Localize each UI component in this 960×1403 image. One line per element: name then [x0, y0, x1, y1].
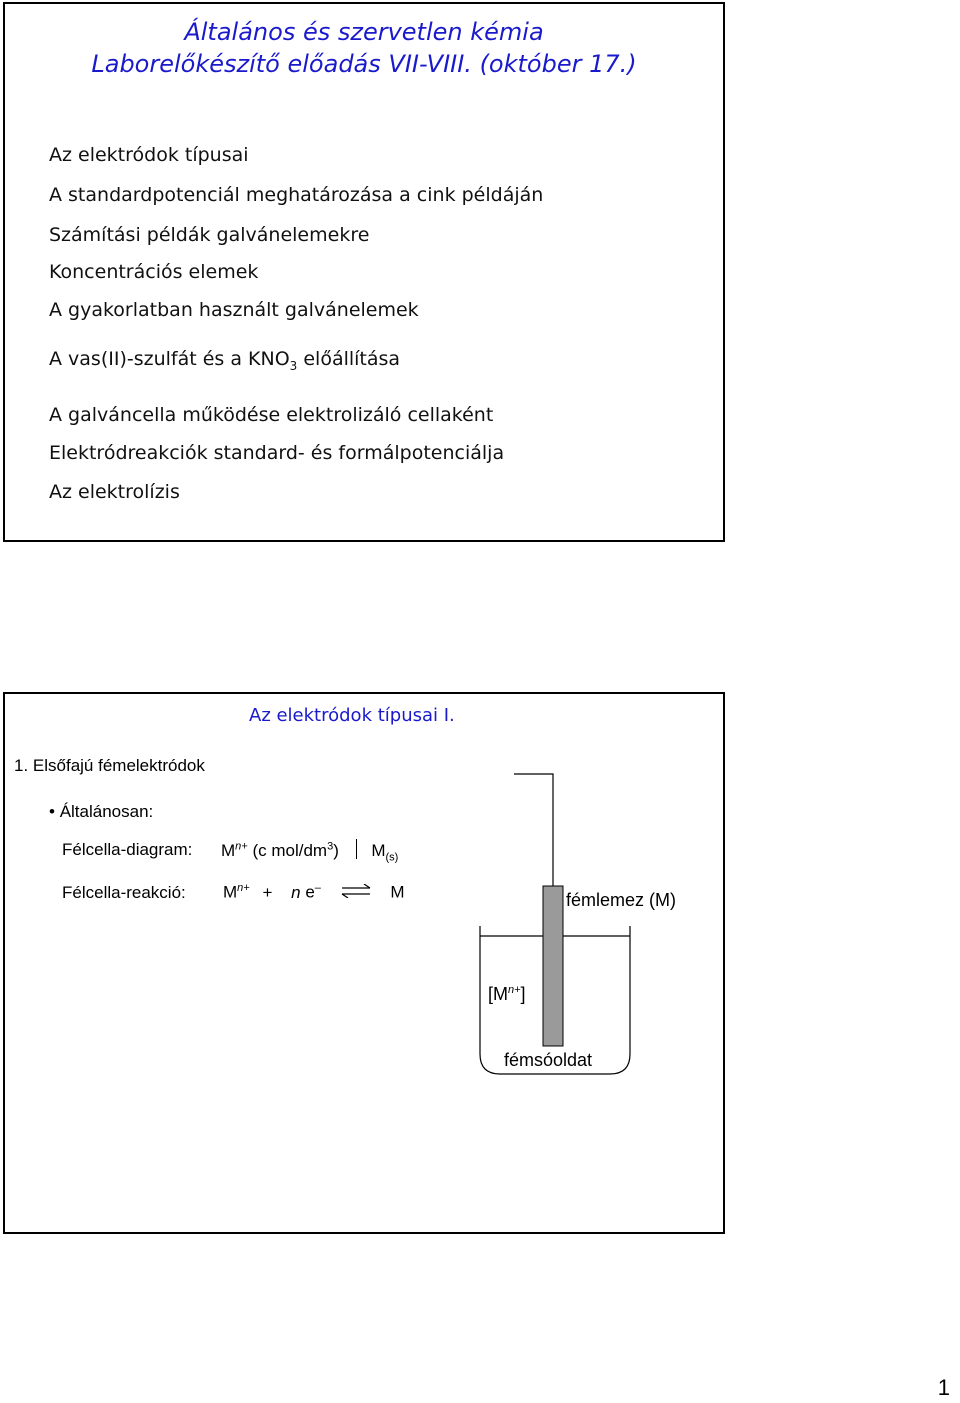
reaction-electron-charge: –	[314, 882, 321, 894]
toc-item-3: Számítási példák galvánelemekre	[49, 224, 370, 246]
ion-label-suffix: ]	[520, 984, 526, 1004]
solution-label: fémsóoldat	[504, 1050, 593, 1070]
section-heading: 1. Elsőfajú fémelektródok	[14, 756, 205, 775]
title-line-2: Laborelőkészítő előadás VII-VIII. (október 17.)	[91, 50, 637, 78]
ion-label-charge: n+	[508, 984, 521, 996]
toc-kno3-suffix: előállítása	[297, 348, 401, 370]
toc-item-8: Az elektrolízis	[49, 481, 180, 503]
half-cell-diagram-label: Félcella-diagram:	[62, 840, 193, 859]
toc-item-7: Elektródreakciók standard- és formálpotenciálja	[49, 442, 505, 464]
reaction-product: M	[390, 882, 405, 902]
reaction-electron: e	[305, 882, 315, 902]
diagram-ion-charge: n+	[235, 840, 248, 853]
electrode-figure	[465, 764, 725, 1084]
diagram-close: )	[333, 841, 339, 860]
slide-2-title: Az elektródok típusai I.	[249, 705, 455, 726]
toc-item-kno3	[49, 348, 400, 373]
equilibrium-arrow-icon	[340, 884, 372, 898]
diagram-metal: M	[371, 841, 386, 860]
toc-kno3-subscript: 3	[289, 358, 298, 373]
toc-item-5: A gyakorlatban használt galvánelemek	[49, 299, 419, 321]
toc-item-4: Koncentrációs elemek	[49, 261, 259, 283]
ion-label-prefix: [M	[488, 984, 508, 1004]
slide-1	[3, 2, 725, 542]
diagram-concentration: (c mol/dm	[252, 841, 328, 860]
toc-item-6: A galváncella működése elektrolizáló cellaként	[49, 404, 494, 426]
half-cell-diagram	[221, 839, 398, 863]
ion-concentration-label	[488, 984, 526, 1005]
metal-plate	[543, 886, 563, 1046]
half-cell-reaction	[223, 882, 405, 903]
reaction-ion: M	[223, 882, 238, 902]
half-cell-reaction-label: Félcella-reakció:	[62, 883, 186, 902]
page-number: 1	[937, 1375, 950, 1400]
electrode-wire	[514, 774, 553, 886]
bullet-text: Általánosan:	[59, 802, 154, 821]
toc-item-2: A standardpotenciál meghatározása a cink példáján	[49, 184, 544, 206]
reaction-electron-count: n	[291, 882, 301, 902]
reaction-plus: +	[262, 882, 273, 902]
toc-item-1: Az elektródok típusai	[49, 144, 249, 166]
phase-boundary-line	[356, 839, 357, 859]
toc-kno3-prefix: A vas(II)-szulfát és a KNO	[49, 348, 290, 370]
metal-plate-label: fémlemez (M)	[566, 890, 677, 910]
slide-2	[3, 692, 725, 1234]
diagram-exponent: 3	[327, 840, 334, 853]
reaction-ion-charge: n+	[237, 882, 250, 894]
bullet-item	[49, 802, 153, 822]
diagram-solid-state: (s)	[385, 851, 399, 864]
title-line-1: Általános és szervetlen kémia	[184, 18, 544, 46]
bullet-dot: •	[49, 802, 60, 821]
diagram-ion: M	[221, 841, 236, 860]
